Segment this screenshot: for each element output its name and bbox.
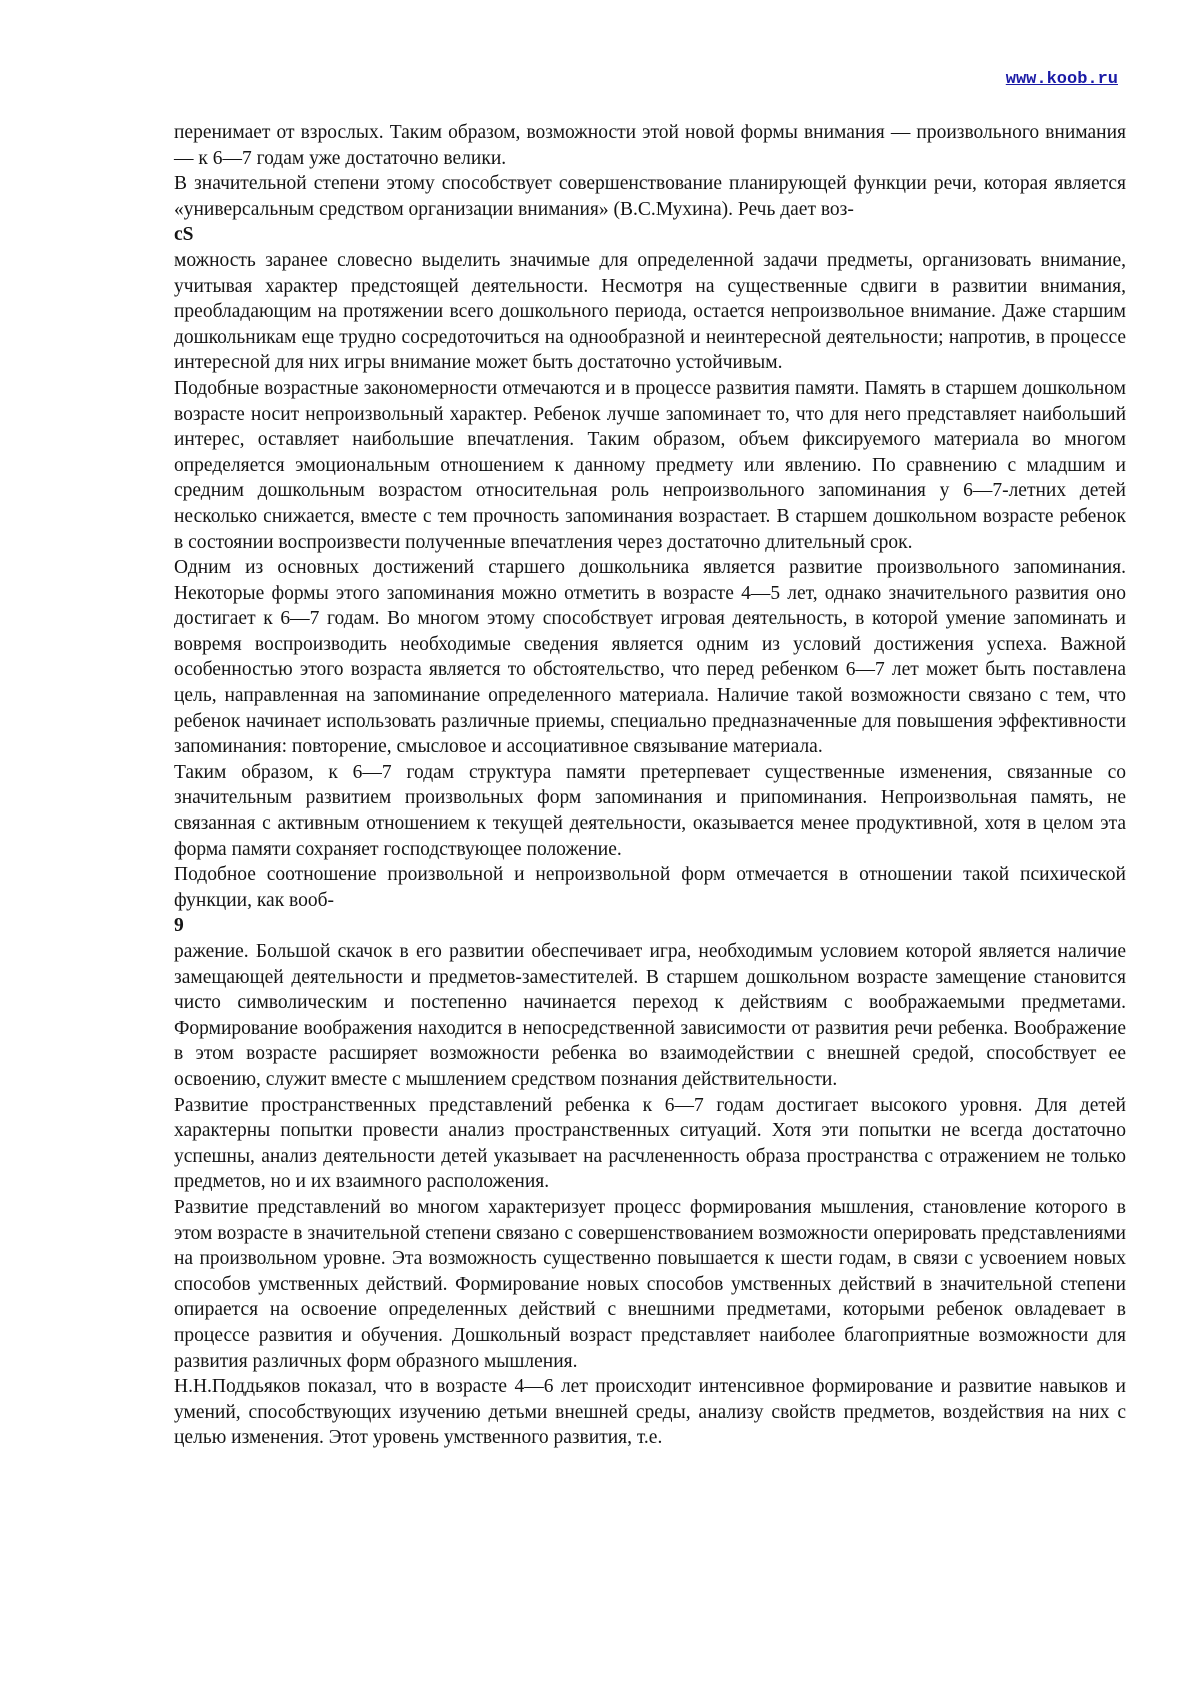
document-body [174, 120, 1126, 1451]
paragraph: Развитие представлений во многом характеризует процесс формирования мышления, становление которого в этом возрасте в значительной степени связано с совершенствованием возможности оперировать представлениями на произвольном уровне. Эта возможность существенно повышается к шести годам, в связи с усвоением новых способов умственных действий. Формирование новых способов умственных действий в значительной степени опирается на освоение определенных действий с внешними предметами, которыми ребенок овладевает в процессе развития и обучения. Дошкольный возраст представляет наиболее благоприятные возможности для развития различных форм образного мышления. [174, 1196, 1126, 1372]
paragraph: Развитие пространственных представлений ребенка к 6—7 годам достигает высокого уровня. Для детей характерны попытки провести анализ пространственных ситуаций. Хотя эти попытки не всегда достаточно успешны, анализ деятельности детей указывает на расчлененность образа пространства с отражением не только предметов, но и их взаимного расположения. [174, 1094, 1126, 1193]
paragraph: Одним из основных достижений старшего дошкольника является развитие произвольного запоминания. Некоторые формы этого запоминания можно отметить в возрасте 4—5 лет, однако значительного развития оно достигает к 6—7 годам. Во многом этому способствует игровая деятельность, в которой умение запоминать и вовремя воспроизводить необходимые сведения является одним из условий достижения успеха. Важной особенностью этого возраста является то обстоятельство, что перед ребенком 6—7 лет может быть поставлена цель, направленная на запоминание определенного материала. Наличие такой возможности связано с тем, что ребенок начинает использовать различные приемы, специально предназначенные для повышения эффективности запоминания: повторение, смысловое и ассоциативное связывание материала. [174, 557, 1126, 758]
site-link[interactable]: www.koob.ru [1005, 70, 1118, 89]
page-number: 9 [174, 915, 184, 937]
paragraph: Подобное соотношение произвольной и непроизвольной форм отмечается в отношении такой психической функции, как вооб- [174, 864, 1126, 911]
paragraph: перенимает от взрослых. Таким образом, возможности этой новой формы внимания — произвольного внимания — к 6—7 годам уже достаточно велики. [174, 122, 1126, 169]
page-marker: cS [174, 224, 194, 246]
paragraph: Н.Н.Поддьяков показал, что в возрасте 4—6 лет происходит интенсивное формирование и развитие навыков и умений, способствующих изучению детьми внешней среды, анализу свойств предметов, воздействия на них с целью изменения. Этот уровень умственного развития, т.е. [174, 1376, 1126, 1449]
paragraph: Подобные возрастные закономерности отмечаются и в процессе развития памяти. Память в старшем дошкольном возрасте носит непроизвольный характер. Ребенок лучше запоминает то, что для него представляет наибольший интерес, оставляет наибольшие впечатления. Таким образом, объем фиксируемого материала во многом определяется эмоциональным отношением к данному предмету или явлению. По сравнению с младшим и средним дошкольным возрастом относительная роль непроизвольного запоминания у 6—7-летних детей несколько снижается, вместе с тем прочность запоминания возрастает. В старшем дошкольном возрасте ребенок в состоянии воспроизвести полученные впечатления через достаточно длительный срок. [174, 377, 1126, 553]
paragraph: можность заранее словесно выделить значимые для определенной задачи предметы, организовать внимание, учитывая характер предстоящей деятельности. Несмотря на существенные сдвиги в развитии внимания, преобладающим на протяжении всего дошкольного периода, остается непроизвольное внимание. Даже старшим дошкольникам еще трудно сосредоточиться на однообразной и неинтересной деятельности; напротив, в процессе интересной для них игры внимание может быть достаточно устойчивым. [174, 249, 1126, 374]
paragraph: В значительной степени этому способствует совершенствование планирующей функции речи, которая является «универсальным средством организации внимания» (В.С.Мухина). Речь дает воз- [174, 173, 1126, 220]
paragraph: ражение. Большой скачок в его развитии обеспечивает игра, необходимым условием которой является наличие замещающей деятельности и предметов-заместителей. В старшем дошкольном возрасте замещение становится чисто символическим и постепенно начинается переход к действиям с воображаемыми предметами. Формирование воображения находится в непосредственной зависимости от развития речи ребенка. Воображение в этом возрасте расширяет возможности ребенка во взаимодействии с внешней средой, способствует ее освоению, служит вместе с мышлением средством познания действительности. [174, 941, 1126, 1090]
paragraph: Таким образом, к 6—7 годам структура памяти претерпевает существенные изменения, связанные со значительным развитием произвольных форм запоминания и припоминания. Непроизвольная память, не связанная с активным отношением к текущей деятельности, оказывается менее продуктивной, хотя в целом эта форма памяти сохраняет господствующее положение. [174, 761, 1126, 860]
